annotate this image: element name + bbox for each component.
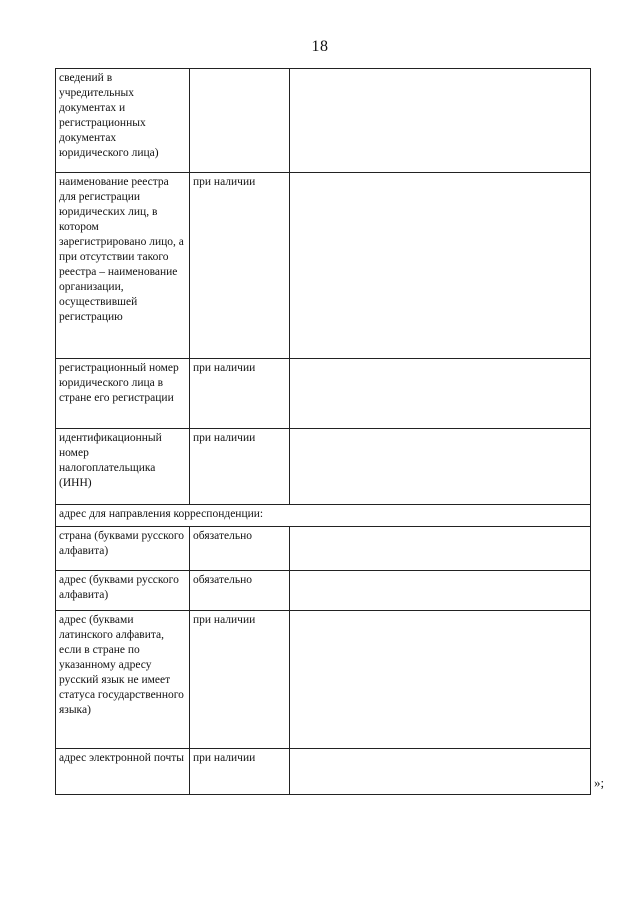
field-label: идентификационный номер налогоплательщика (ИНН) [56,429,190,505]
table-row [56,173,591,359]
value-cell[interactable] [290,429,591,505]
requirement-cell: при наличии [190,429,290,505]
requirement-cell: при наличии [190,611,290,749]
value-cell[interactable] [290,359,591,429]
closing-quote-mark: »; [594,775,605,790]
field-label: адрес электронной почты [56,749,190,795]
value-cell[interactable] [290,69,591,173]
field-label: страна (буквами русского алфавита) [56,527,190,571]
value-cell[interactable] [290,173,591,359]
value-cell[interactable] [290,749,591,795]
requirement-cell: обязательно [190,527,290,571]
value-cell[interactable] [290,571,591,611]
table-row [56,359,591,429]
form-table [55,68,591,795]
table-row [56,527,591,571]
section-header: адрес для направления корреспонденции: [56,505,591,527]
table-row [56,749,591,795]
table-row [56,429,591,505]
section-row [56,505,591,527]
requirement-cell: при наличии [190,749,290,795]
field-label: адрес (буквами латинского алфавита, если в стране по указанному адресу русский язык не имеет статуса государственного языка) [56,611,190,749]
table-row [56,571,591,611]
table-row [56,69,591,173]
value-cell[interactable] [290,527,591,571]
field-label: наименование реестра для регистрации юридических лиц, в котором зарегистрировано лицо, а при отсутствии такого реестра – наименование организации, осуществившей регистрацию [56,173,190,359]
field-label: регистрационный номер юридического лица в стране его регистрации [56,359,190,429]
requirement-cell [190,69,290,173]
field-label: адрес (буквами русского алфавита) [56,571,190,611]
value-cell[interactable] [290,611,591,749]
requirement-cell: при наличии [190,173,290,359]
field-label: сведений в учредительных документах и регистрационных документах юридического лица) [56,69,190,173]
table-row [56,611,591,749]
page-number: 18 [311,38,329,55]
requirement-cell: при наличии [190,359,290,429]
requirement-cell: обязательно [190,571,290,611]
